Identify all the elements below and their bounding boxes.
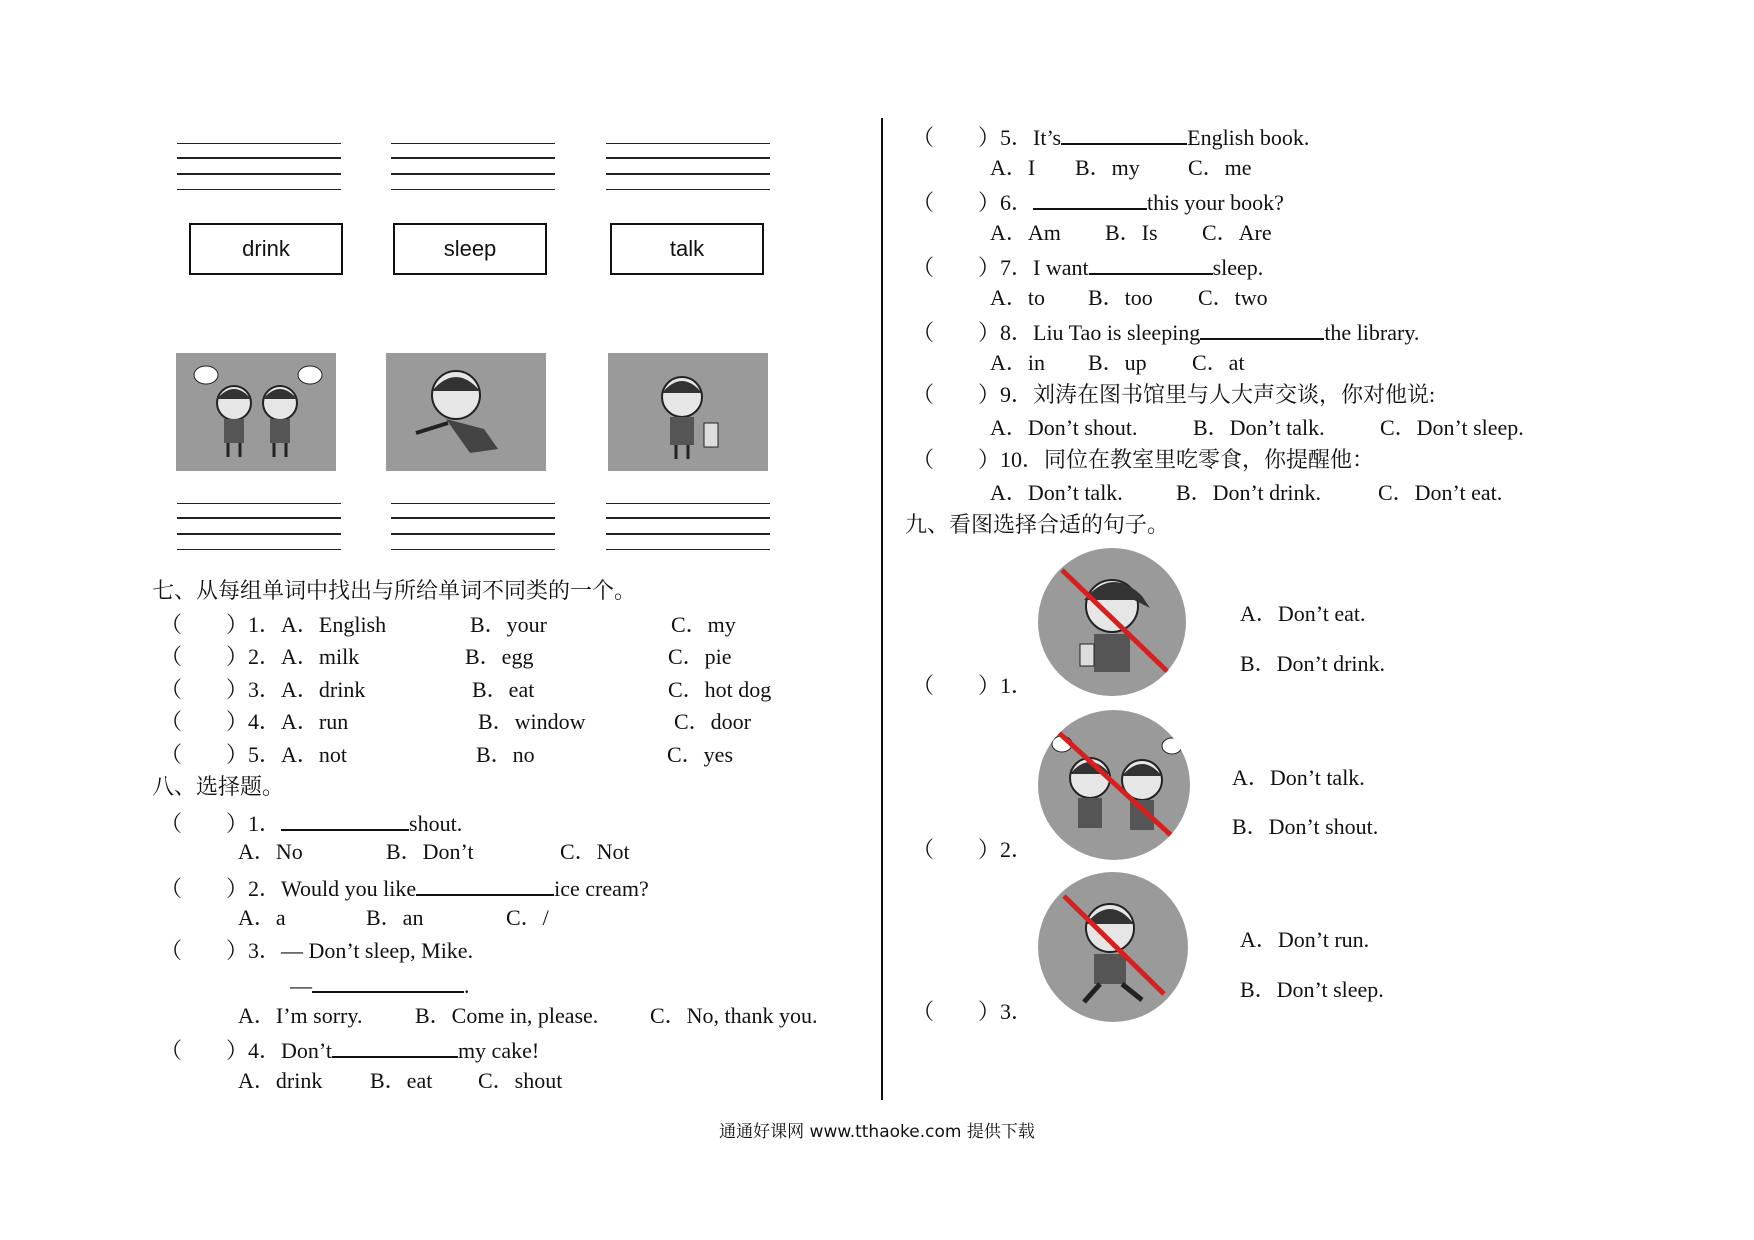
sign-no-talking [1038, 710, 1190, 860]
p8-q6-pre: （ ）6． [912, 190, 1034, 215]
p8-q5-c: C．me [1188, 155, 1252, 180]
p8-q7-c: C．two [1198, 285, 1268, 310]
writing-lines-bottom-1 [177, 503, 341, 551]
p8-q8 [912, 316, 1419, 347]
p8-q2-c: C．/ [506, 905, 549, 930]
sign-no-drinking [1038, 548, 1186, 696]
column-divider [881, 118, 883, 1100]
p8-q2-post: ice cream? [554, 876, 649, 901]
p7-q1: （ ）1．A．English [160, 612, 387, 637]
p7-q4-b: B．window [478, 709, 586, 734]
p8-q10-b: B．Don’t drink. [1176, 480, 1322, 505]
p8-q9-c: C．Don’t sleep. [1380, 415, 1524, 440]
p8-q9-a: A．Don’t shout. [990, 415, 1138, 440]
answer-blank[interactable] [312, 969, 464, 993]
p8-q10-a: A．Don’t talk. [990, 480, 1123, 505]
p7-q2: （ ）2．A．milk [160, 644, 360, 669]
sign-no-running [1038, 872, 1188, 1022]
p8-q7 [912, 251, 1263, 282]
p8-q3-c: C．No, thank you. [650, 1003, 818, 1028]
p9-q3-num: （ ）3． [912, 999, 1034, 1024]
p8-q10-c: C．Don’t eat. [1378, 480, 1503, 505]
p9-q1-b: B．Don’t drink. [1240, 651, 1386, 676]
p8-q6-b: B．Is [1105, 220, 1158, 245]
answer-blank[interactable] [1033, 186, 1147, 210]
p8-q3-a: A．I’m sorry. [238, 1003, 363, 1028]
p7-q1-c: C．my [671, 612, 736, 637]
p7-q3: （ ）3．A．drink [160, 677, 366, 702]
picture-kid-sleeping [386, 353, 546, 471]
p8-q5-a: A．I [990, 155, 1036, 180]
p7-q2-b: B．egg [465, 644, 534, 669]
answer-blank[interactable] [1061, 121, 1187, 145]
p9-q1-num: （ ）1． [912, 673, 1034, 698]
writing-lines-top-3 [606, 143, 770, 191]
writing-lines-bottom-2 [391, 503, 555, 551]
p8-q4-c: C．shout [478, 1068, 563, 1093]
p8-q10: （ ）10．同位在教室里吃零食，你提醒他： [912, 447, 1375, 472]
p7-q3-c: C．hot dog [668, 677, 772, 702]
p9-q2-a: A．Don’t talk. [1232, 765, 1365, 790]
p8-q6-c: C．Are [1202, 220, 1272, 245]
p8-q1-a: A．No [238, 839, 303, 864]
p9-q2-b: B．Don’t shout. [1232, 814, 1379, 839]
p8-q9: （ ）9．刘涛在图书馆里与人大声交谈，你对他说: [912, 382, 1436, 407]
p7-q1-b: B．your [470, 612, 548, 637]
answer-blank[interactable] [281, 807, 409, 831]
p8-q2-pre: （ ）2．Would you like [160, 876, 417, 901]
answer-blank[interactable] [1089, 251, 1213, 275]
p8-q9-b: B．Don’t talk. [1193, 415, 1325, 440]
writing-lines-top-1 [177, 143, 341, 191]
picture-kids-talking [176, 353, 336, 471]
part7-heading: 七、从每组单词中找出与所给单词不同类的一个。 [152, 578, 637, 603]
picture-kid-drinking [608, 353, 768, 471]
word-box-sleep: sleep [393, 223, 547, 275]
p8-q4-b: B．eat [370, 1068, 433, 1093]
p8-q1 [160, 807, 462, 838]
p9-q3-a: A．Don’t run. [1240, 927, 1370, 952]
p8-q4-post: my cake! [457, 1038, 540, 1063]
p7-q3-b: B．eat [472, 677, 535, 702]
answer-blank[interactable] [416, 872, 554, 896]
p9-q3-b: B．Don’t sleep. [1240, 977, 1384, 1002]
p8-q3-reply [290, 969, 470, 1000]
p8-q3: （ ）3．— Don’t sleep, Mike. [160, 938, 474, 963]
p8-q1-c: C．Not [560, 839, 630, 864]
writing-lines-top-2 [391, 143, 555, 191]
p8-q6-post: this your book? [1147, 190, 1284, 215]
footer-source: 通通好课网 www.tthaoke.com 提供下载 [719, 1122, 1035, 1142]
answer-blank[interactable] [1200, 316, 1324, 340]
p9-q1-a: A．Don’t eat. [1240, 601, 1366, 626]
p8-q4 [160, 1034, 539, 1065]
p9-q2-num: （ ）2． [912, 837, 1034, 862]
p7-q5-c: C．yes [667, 742, 734, 767]
p8-q5-post: English book. [1187, 125, 1310, 150]
p8-q1-pre: （ ）1． [160, 811, 282, 836]
p8-q7-pre: （ ）7．I want [912, 255, 1089, 280]
p8-q1-post: shout. [409, 811, 463, 836]
p8-q8-post: the library. [1324, 320, 1420, 345]
writing-lines-bottom-3 [606, 503, 770, 551]
p8-q8-b: B．up [1088, 350, 1147, 375]
p8-q5-b: B．my [1075, 155, 1140, 180]
p7-q5: （ ）5．A．not [160, 742, 348, 767]
p8-q3-end: . [464, 973, 470, 998]
p7-q5-b: B．no [476, 742, 535, 767]
p8-q4-a: A．drink [238, 1068, 323, 1093]
p8-q8-a: A．in [990, 350, 1046, 375]
part9-heading: 九、看图选择合适的句子。 [905, 512, 1170, 537]
answer-blank[interactable] [332, 1034, 458, 1058]
p8-q3-dash: — [290, 973, 312, 998]
p8-q3-b: B．Come in, please. [415, 1003, 599, 1028]
p7-q2-c: C．pie [668, 644, 732, 669]
p8-q6-a: A．Am [990, 220, 1061, 245]
p8-q8-c: C．at [1192, 350, 1245, 375]
part8-heading: 八、选择题。 [152, 774, 285, 799]
p8-q2-b: B．an [366, 905, 424, 930]
p8-q4-pre: （ ）4．Don’t [160, 1038, 332, 1063]
p8-q7-b: B．too [1088, 285, 1153, 310]
p8-q7-post: sleep. [1212, 255, 1264, 280]
p8-q6 [912, 186, 1284, 217]
word-box-talk: talk [610, 223, 764, 275]
p8-q5 [912, 121, 1309, 152]
word-box-drink: drink [189, 223, 343, 275]
p8-q7-a: A．to [990, 285, 1046, 310]
p8-q2-a: A．a [238, 905, 286, 930]
p8-q1-b: B．Don’t [386, 839, 474, 864]
p8-q5-pre: （ ）5．It’s [912, 125, 1062, 150]
p8-q2 [160, 872, 649, 903]
p7-q4-c: C．door [674, 709, 752, 734]
p8-q8-pre: （ ）8．Liu Tao is sleeping [912, 320, 1201, 345]
p7-q4: （ ）4．A．run [160, 709, 349, 734]
